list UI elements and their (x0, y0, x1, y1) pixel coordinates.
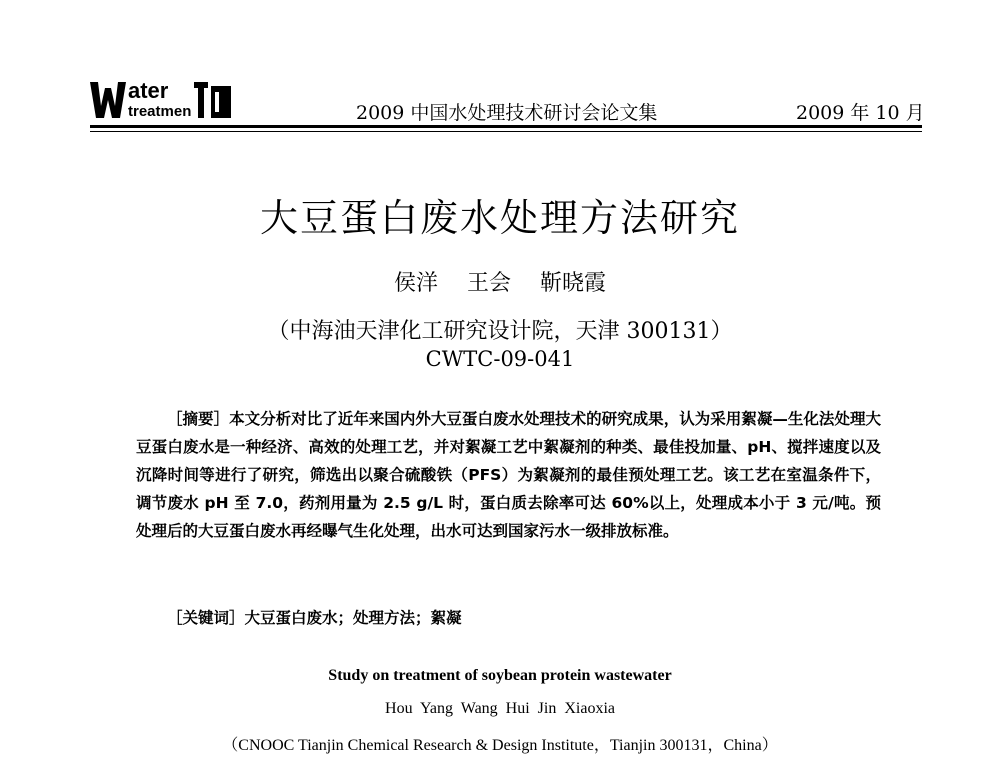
paper-code: CWTC-09-041 (425, 347, 575, 371)
water-treatment-logo (88, 78, 238, 122)
header-rule-thick (90, 125, 922, 128)
logo-text-bottom: treatmen (128, 103, 192, 120)
paper-affiliation: （中海油天津化工研究设计院，天津 300131） (267, 319, 733, 344)
abstract-text: ［摘要］本文分析对比了近年来国内外大豆蛋白废水处理技术的研究成果，认为采用絮凝—生化法处理大豆蛋白废水是一种经济、高效的处理工艺，并对絮凝工艺中絮凝剂的种类、最佳投加量、pH、搅拌速度以及沉降时间等进行了研究，筛选出以聚合硫酸铁（PFS）为絮凝剂的最佳预处理工艺。该工艺在室温条件下，调节废水 pH 至 7.0，药剂用量为 2.5 g/L 时，蛋白质去除率可达 60%以上，处理成本小于 3 元/吨。预处理后的大豆蛋白废水再经曝气生化处理，出水可达到国家污水一级排放标准。 (136, 410, 881, 540)
english-title: Study on treatment of soybean protein wastewater (328, 667, 672, 684)
proceedings-date: 2009 年 10 月 (796, 102, 925, 124)
header-rule-thin (90, 131, 922, 132)
paper-title: 大豆蛋白废水处理方法研究 (259, 196, 740, 240)
proceedings-title: 2009 中国水处理技术研讨会论文集 (356, 102, 658, 124)
keywords-line: ［关键词］大豆蛋白废水；处理方法；絮凝 (167, 609, 462, 627)
paper-authors: 侯洋 王会 靳晓霞 (394, 271, 606, 296)
english-affiliation: （CNOOC Tianjin Chemical Research & Design Institute，Tianjin 300131，China） (222, 737, 778, 754)
logo-text-top: ater (128, 78, 169, 103)
english-authors: Hou Yang Wang Hui Jin Xiaoxia (385, 700, 615, 717)
abstract-block (136, 405, 881, 545)
